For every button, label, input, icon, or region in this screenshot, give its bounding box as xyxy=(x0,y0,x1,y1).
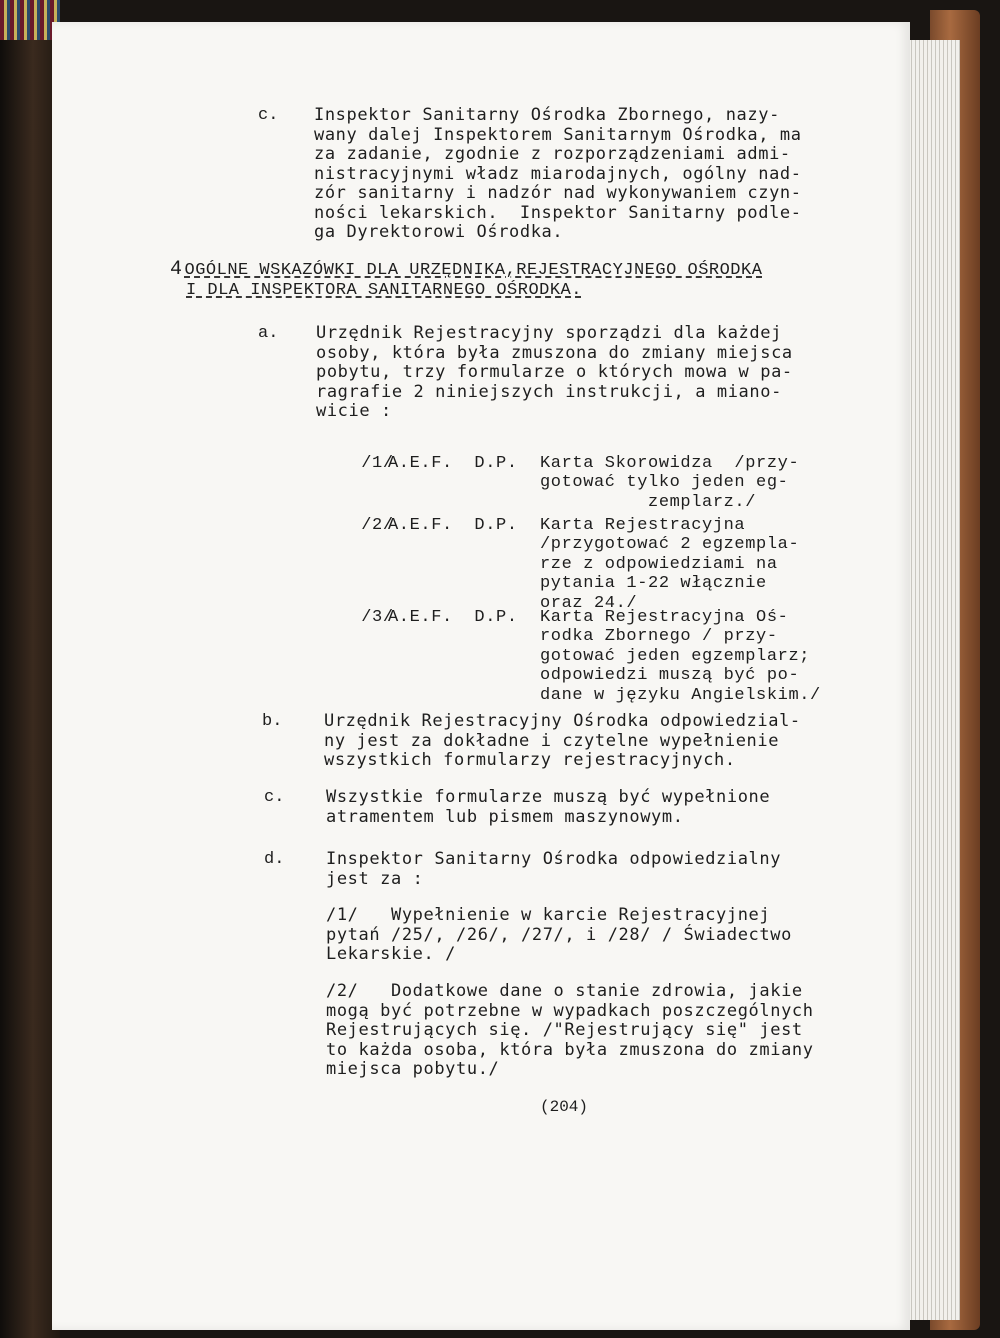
card-item-1 xyxy=(318,434,800,512)
card-item-3-desc: Karta Rejestracyjna Oś- rodka Zbornego / przy- gotować jeden egzemplarz; odpowiedzi muszą być po- dane w języku Angielskim./ xyxy=(540,607,821,705)
card-item-1-code: A.E.F. D.P. xyxy=(388,453,518,473)
card-item-2 xyxy=(318,496,800,613)
heading-line-1: OGÓLNE WSKAZÓWKI DLA URZĘDNIKA,REJESTRACYJNEGO OŚRODKA xyxy=(184,261,763,280)
section-heading xyxy=(170,260,762,301)
card-item-2-num: /2/ xyxy=(361,515,394,535)
section-c-top-text: Inspektor Sanitarny Ośrodka Zbornego, nazy- wany dalej Inspektorem Sanitarnym Ośrodka, ma za zadanie, zgodnie z rozporządzeniami admi- nistracyjnymi władz miarodajnych, ogólny nad- zór sanitarny i nadzór nad wykonywaniem czyn- ności lekarskich. Inspektor Sanitarny podle- ga Dyrektorowi Ośrodka. xyxy=(314,105,802,242)
card-item-1-desc: Karta Skorowidza /przy- gotować tylko jeden eg- zemplarz./ xyxy=(540,453,800,512)
section-d-point-1: /1/ Wypełnienie w karcie Rejestracyjnej pytań /25/, /26/, /27/, i /28/ / Świadectwo Lekarskie. / xyxy=(326,905,792,964)
section-b-letter: b. xyxy=(262,712,283,731)
book-cover-left xyxy=(0,0,60,1338)
page-number: (204) xyxy=(540,1098,589,1116)
card-item-2-code: A.E.F. D.P. xyxy=(388,515,518,535)
section-b-text: Urzędnik Rejestracyjny Ośrodka odpowiedzial- ny jest za dokładne i czytelne wypełnienie wszystkich formularzy rejestracyjnych. xyxy=(324,711,801,770)
heading-number: 4 xyxy=(170,258,183,281)
section-a-text: Urzędnik Rejestracyjny sporządzi dla każdej osoby, która była zmuszona do zmiany miejsca pobytu, trzy formularze o których mowa w pa- ragrafie 2 niniejszych instrukcji, a miano- wicie : xyxy=(316,323,793,421)
section-a-letter: a. xyxy=(258,324,279,343)
card-item-3 xyxy=(318,588,821,705)
heading-line-2: I DLA INSPEKTORA SANITARNEGO OŚRODKA. xyxy=(186,281,582,300)
section-d-point-2: /2/ Dodatkowe dane o stanie zdrowia, jakie mogą być potrzebne w wypadkach poszczególnych Rejestrujących się. /"Rejestrujący się" jest to każda osoba, która była zmuszona do zmiany miejsca pobytu./ xyxy=(326,981,814,1079)
card-item-2-desc: Karta Rejestracyjna /przygotować 2 egzempla- rze z odpowiedziami na pytania 1-22 włącznie oraz 24./ xyxy=(540,515,800,613)
card-item-3-num: /3/ xyxy=(361,607,394,627)
card-item-1-num: /1/ xyxy=(361,453,394,473)
section-d-letter: d. xyxy=(264,850,285,869)
section-c-letter: c. xyxy=(264,788,285,807)
section-d-text: Inspektor Sanitarny Ośrodka odpowiedzialny jest za : xyxy=(326,849,782,889)
section-c-top-letter: c. xyxy=(258,106,279,125)
section-c-text: Wszystkie formularze muszą być wypełnione atramentem lub pismem maszynowym. xyxy=(326,787,771,827)
card-item-3-code: A.E.F. D.P. xyxy=(388,607,518,627)
document-page xyxy=(52,22,910,1330)
book-spine-pattern xyxy=(0,0,60,40)
